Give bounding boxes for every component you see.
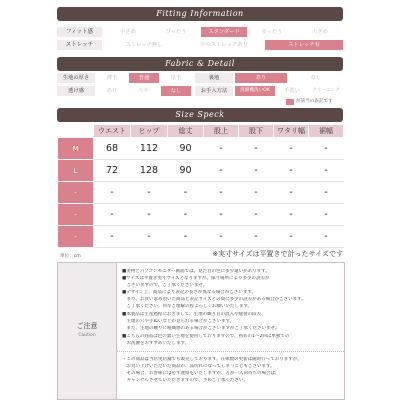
- size-header: ヒップ: [131, 125, 168, 138]
- caution-divider: [116, 351, 344, 352]
- size-cell: -: [204, 138, 239, 160]
- size-header: 股下: [239, 125, 274, 138]
- care-label: お手入方法: [195, 86, 233, 96]
- fit-label: フィット感: [57, 27, 102, 37]
- sheer-option: あり: [106, 88, 118, 94]
- size-cell: -: [239, 204, 274, 226]
- size-row-label: -: [58, 204, 94, 226]
- stretch-option-selected: ストレッチ有: [265, 40, 343, 50]
- size-cell: -: [94, 226, 131, 248]
- caution-line: また、生地の触りに粗織感のある場合がございますがご了承くださいませ。: [122, 326, 280, 331]
- size-note: ※実寸サイズは平置きで計ったサイズです: [212, 250, 343, 258]
- care-option-selected: 洗濯機洗いOK: [235, 86, 275, 96]
- caution-box: [57, 262, 345, 400]
- size-corner: [58, 125, 94, 138]
- thickness-option: 厚手: [170, 75, 182, 81]
- size-cell: -: [131, 226, 168, 248]
- lining-label: 裏地: [195, 73, 233, 83]
- size-cell: -: [204, 204, 239, 226]
- size-cell: -: [239, 160, 274, 182]
- lining-option: なし: [310, 75, 322, 81]
- caution-line: ■こちらの商品は色の濃い生地を使用しておりますので、初めの1～2回は単独での: [122, 334, 290, 339]
- fit-option-selected: スタンダード: [201, 27, 247, 37]
- size-header: 総丈: [168, 125, 204, 138]
- size-cell: -: [309, 182, 344, 204]
- size-cell: 72: [94, 160, 131, 182]
- size-cell: -: [204, 182, 239, 204]
- size-cell: -: [309, 138, 344, 160]
- caution-line: ■サイズは平置き実寸サイズとなりますが、採寸場所により多少の誤差が: [122, 276, 270, 281]
- sheer-option-selected: なし: [161, 86, 191, 96]
- caution-line: ご了承ください。何卒ご理解の程よろしくお願いいたします。: [122, 304, 253, 309]
- care-option: 手洗い: [284, 88, 300, 94]
- size-cell: 90: [168, 138, 204, 160]
- sheer-option: やや: [138, 88, 150, 94]
- fit-option: ぴったり: [165, 29, 187, 35]
- sheer-label: 透け感: [57, 86, 95, 96]
- fabric-title: Fabric & Detail: [165, 59, 235, 68]
- fitting-banner: [57, 7, 343, 21]
- fit-row: [57, 27, 343, 37]
- fit-option: 小さめ: [120, 29, 136, 35]
- caution-subtitle: Caution: [78, 333, 96, 338]
- size-cell: -: [239, 182, 274, 204]
- fabric-row-2: [57, 86, 343, 96]
- size-table: [57, 124, 344, 248]
- size-row-label: L: [58, 160, 94, 182]
- stretch-label: ストレッチ: [57, 40, 102, 50]
- size-cell: 68: [94, 138, 131, 160]
- table-row: [58, 204, 344, 226]
- size-cell: -: [131, 182, 168, 204]
- size-cell: -: [309, 226, 344, 248]
- size-row-label: M: [58, 138, 94, 160]
- fit-option: ゆったり: [261, 29, 283, 35]
- table-row: [58, 182, 344, 204]
- thickness-option: 薄手: [106, 75, 118, 81]
- stretch-option: ストレッチ無し: [125, 42, 163, 48]
- lining-option-selected: あり: [235, 73, 287, 83]
- size-header: 裾幅: [309, 125, 344, 138]
- legend-swatch: [286, 99, 294, 105]
- table-row: [58, 138, 344, 160]
- care-option: クリーニング: [312, 88, 340, 93]
- stretch-option: ややストレッチあり: [200, 42, 248, 48]
- caution-line: キャンセルさせていただきますので、予めご了承ください。: [122, 378, 248, 383]
- caution-line: また、お買い求め頂いた商品と表記サイズとの間に多少の誤差がある場合がございます。: [122, 297, 306, 302]
- size-cell: -: [168, 226, 204, 248]
- legend-text: が該当の表記です: [296, 99, 333, 104]
- caution-line: お洗濯をおすすめいたします。: [122, 341, 190, 346]
- size-header-row: [58, 125, 344, 138]
- fitting-title: Fitting Information: [156, 9, 244, 18]
- caution-line: 生地の穴や手ぬいなどが見られる場合がございます。: [122, 319, 235, 324]
- size-cell: -: [204, 226, 239, 248]
- size-cell: -: [274, 226, 309, 248]
- caution-side: [58, 263, 117, 399]
- table-row: [58, 226, 344, 248]
- size-cell: -: [94, 182, 131, 204]
- size-cell: 128: [131, 160, 168, 182]
- size-cell: -: [168, 182, 204, 204]
- size-cell: -: [94, 204, 131, 226]
- caution-line: ございますので、ご了承くださいませ。: [122, 283, 208, 288]
- size-cell: -: [274, 204, 309, 226]
- size-row-label: -: [58, 226, 94, 248]
- size-row-label: -: [58, 182, 94, 204]
- caution-line: その場合、お客様には必ず連絡をいたしますが、万が一入荷待ちの場合は、: [122, 371, 280, 376]
- stretch-row: [57, 40, 343, 50]
- size-cell: -: [309, 204, 344, 226]
- size-header: 股上: [204, 125, 239, 138]
- fit-option: 大きめ: [312, 29, 328, 35]
- caution-line: お買い上げいただいた商品が、品切れになってしまうこともございます。: [122, 364, 275, 369]
- size-cell: -: [239, 138, 274, 160]
- size-header: ワタリ幅: [274, 125, 309, 138]
- size-cell: -: [274, 138, 309, 160]
- size-cell: -: [274, 182, 309, 204]
- size-title: Size Speck: [175, 110, 225, 119]
- unit-label: 単位：cm: [60, 254, 81, 259]
- size-cell: -: [204, 160, 239, 182]
- size-cell: -: [239, 226, 274, 248]
- size-cell: 112: [131, 138, 168, 160]
- caution-title: ご注意: [76, 322, 98, 330]
- thickness-label: 生地の厚さ: [57, 73, 95, 83]
- size-cell: -: [131, 204, 168, 226]
- caution-line: ■実物とパソコンモニター画面では、見た目の色に多少違いがあります。: [122, 269, 270, 274]
- size-cell: -: [309, 160, 344, 182]
- size-cell: -: [274, 160, 309, 182]
- fabric-banner: [57, 57, 343, 71]
- size-header: ウエスト: [94, 125, 131, 138]
- size-cell: 90: [168, 160, 204, 182]
- caution-line: ■本製品は生産過程におきまして、生地の織り目の混入や縫製の段差、: [122, 312, 266, 317]
- size-banner: [57, 108, 343, 122]
- caution-line: ■デザイン上、商品により表記の長さが異なる場合がございます。: [122, 290, 257, 295]
- thickness-option-selected: 普通: [129, 73, 159, 83]
- size-cell: -: [168, 204, 204, 226]
- table-row: [58, 160, 344, 182]
- fabric-row-1: [57, 73, 343, 83]
- caution-line: ・この商品は当店実店舗でも販売しております。在庫数の更新は随時行っておりますが、: [122, 357, 302, 362]
